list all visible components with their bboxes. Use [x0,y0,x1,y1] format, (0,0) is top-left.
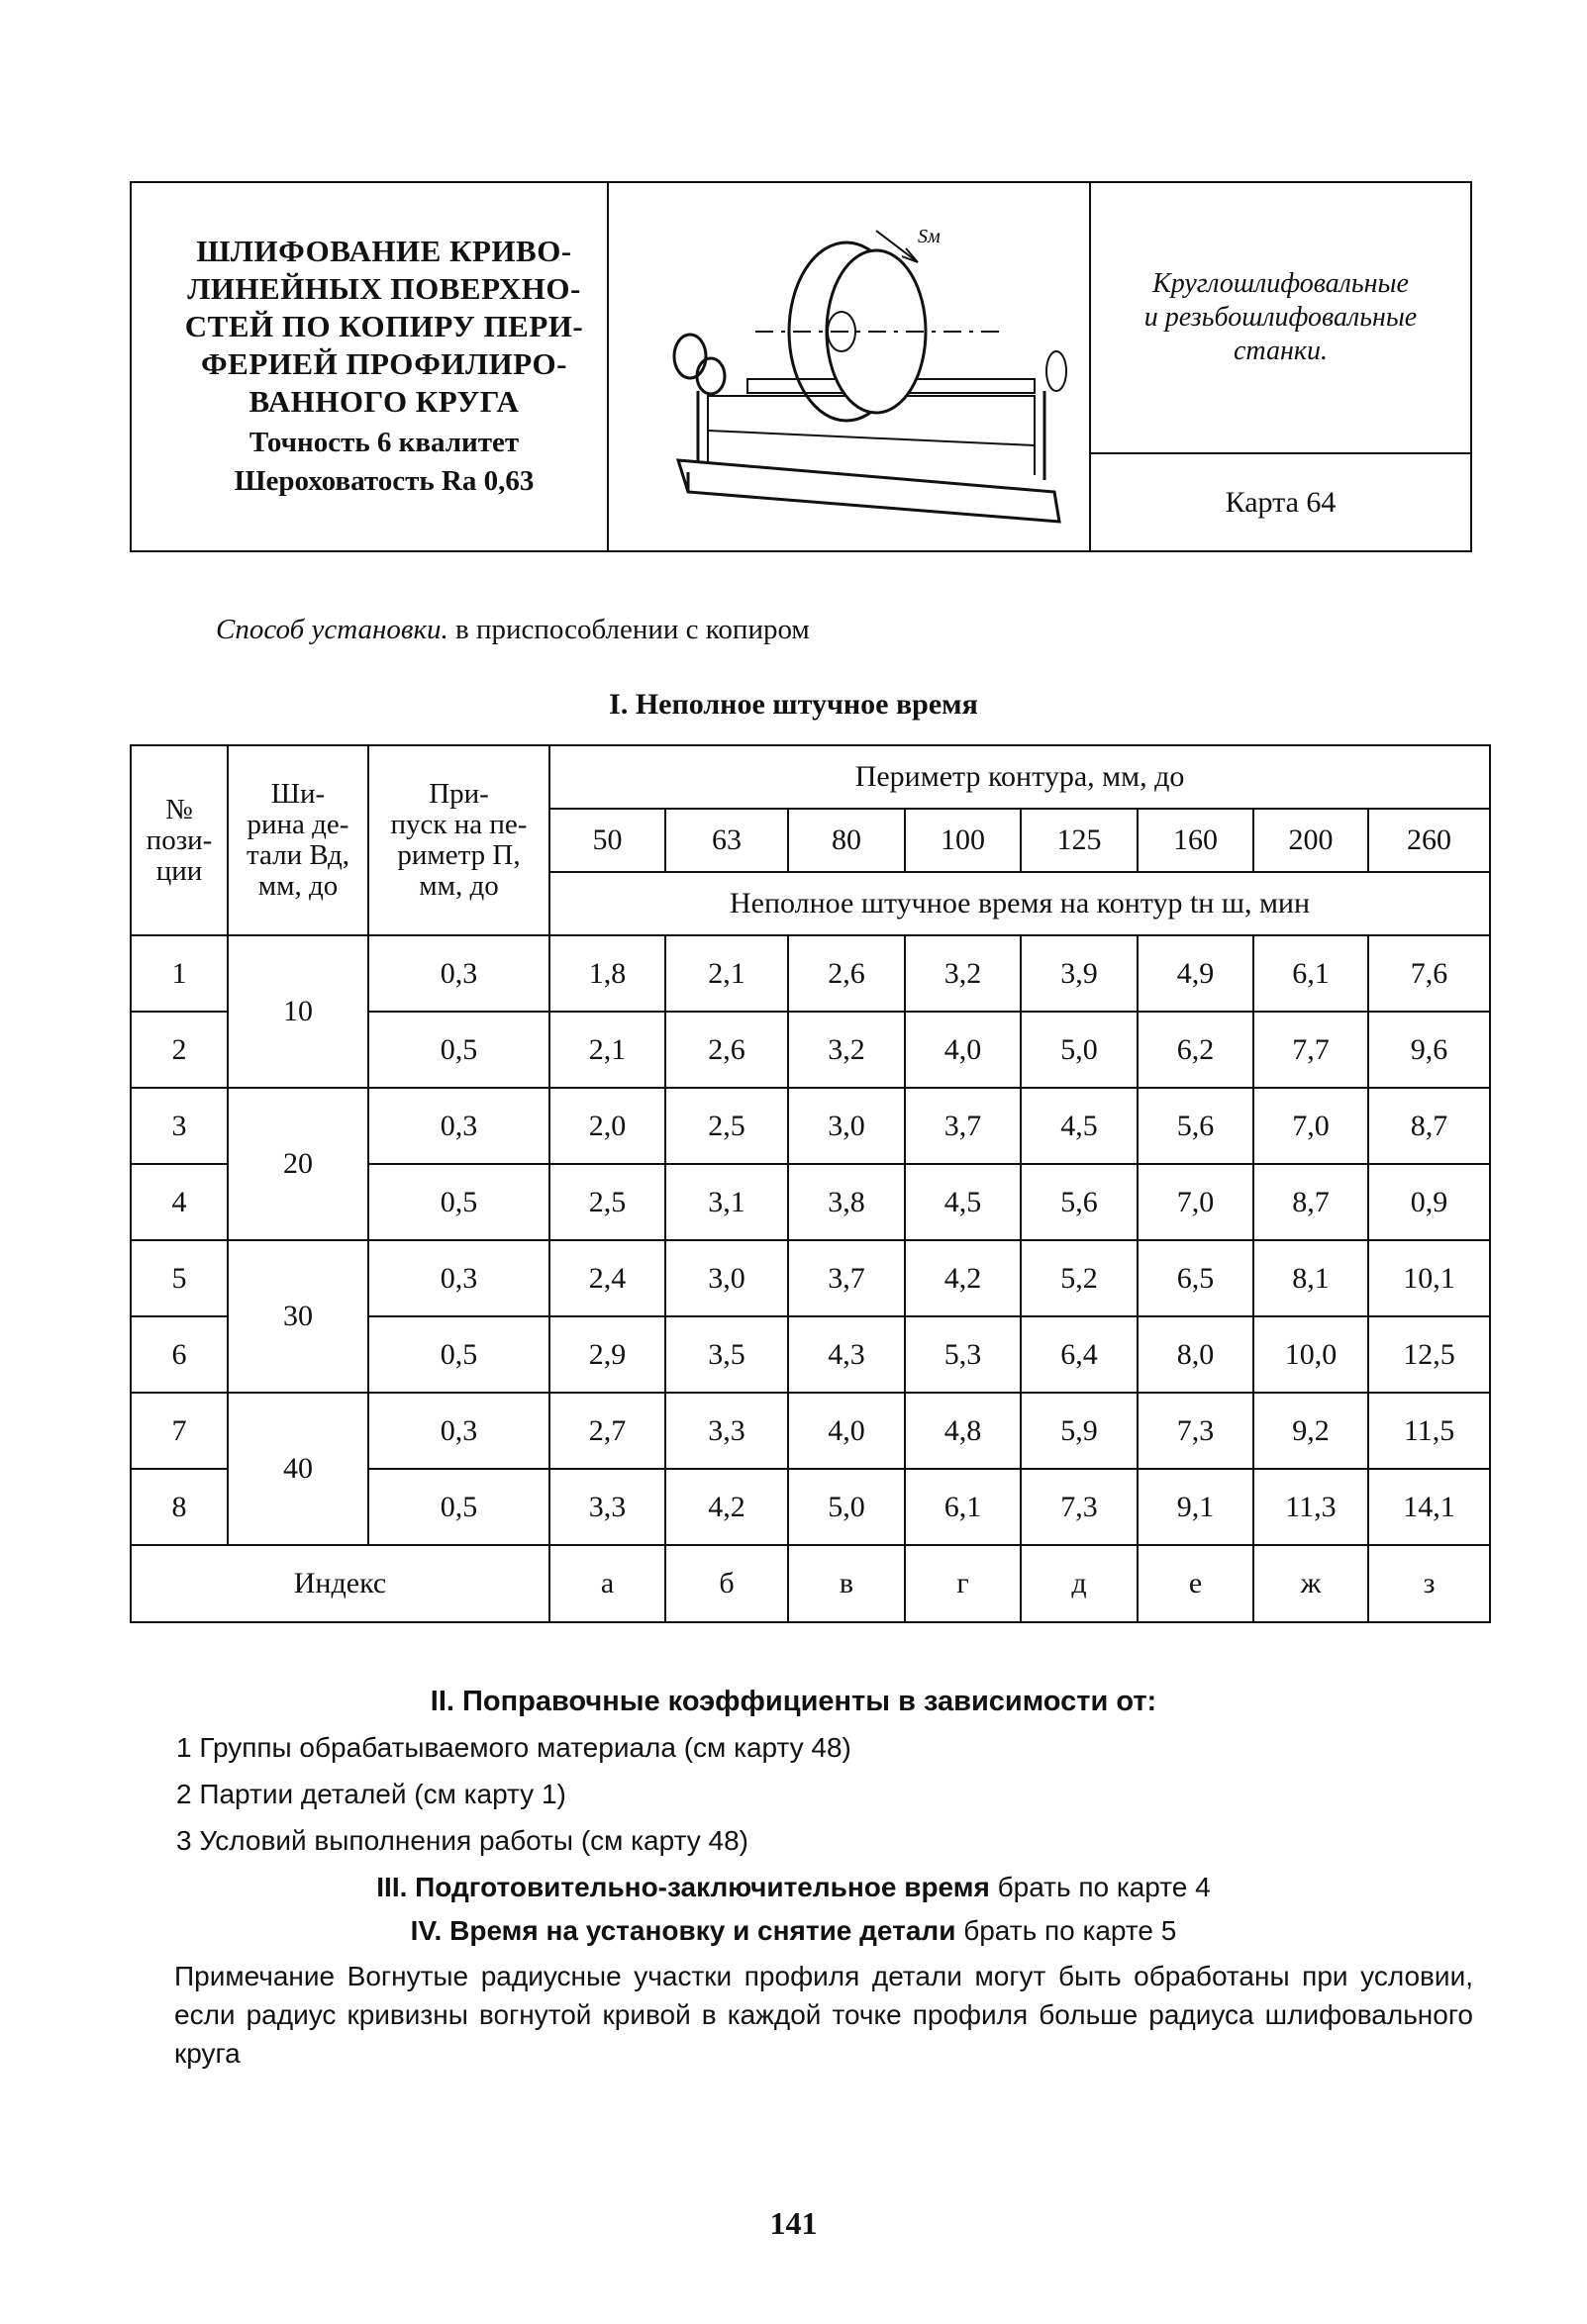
time-cell: 4,3 [788,1316,905,1393]
section-4 [0,1915,1587,1947]
width-cell: 40 [228,1393,368,1545]
time-cell: 8,1 [1253,1240,1368,1316]
header-line: риметр П, [397,839,521,871]
section-3 [0,1872,1587,1903]
time-cell: 2,9 [549,1316,665,1393]
coefficient-item: 2 Партии деталей (см карту 1) [176,1779,566,1809]
operation-title [171,233,597,421]
time-table [130,744,1491,1623]
perimeter-value: 200 [1253,809,1368,872]
feed-label: Sм [918,226,941,247]
position-cell: 6 [131,1316,228,1393]
time-cell: 4,5 [905,1164,1021,1240]
index-letter: б [665,1545,788,1622]
table-row [131,1240,1490,1316]
time-cell: 7,7 [1253,1012,1368,1088]
time-cell: 7,3 [1138,1393,1253,1469]
time-cell: 0,9 [1368,1164,1490,1240]
time-cell: 2,6 [788,935,905,1012]
time-cell: 1,8 [549,935,665,1012]
time-cell: 6,2 [1138,1012,1253,1088]
header-line: № [165,793,193,825]
time-cell: 7,3 [1021,1469,1138,1545]
width-cell: 20 [228,1088,368,1240]
time-cell: 4,0 [788,1393,905,1469]
time-cell: 2,1 [549,1012,665,1088]
time-cell: 4,0 [905,1012,1021,1088]
time-cell: 3,9 [1021,935,1138,1012]
width-cell: 10 [228,935,368,1088]
time-cell: 3,3 [549,1469,665,1545]
operation-title-cell [132,183,609,550]
machine-line: и резьбошлифовальные [1143,302,1418,333]
allowance-cell: 0,3 [368,1088,549,1164]
time-cell: 3,8 [788,1164,905,1240]
perimeter-value: 260 [1368,809,1490,872]
time-cell: 6,1 [905,1469,1021,1545]
time-cell: 5,6 [1021,1164,1138,1240]
perimeter-value: 100 [905,809,1021,872]
index-letter: в [788,1545,905,1622]
accuracy: Точность 6 квалитет [248,427,520,458]
time-cell: 6,5 [1138,1240,1253,1316]
header-line: мм, до [419,870,499,902]
time-cell: 8,0 [1138,1316,1253,1393]
time-cell: 3,1 [665,1164,788,1240]
grinding-machine-sketch [609,183,1089,550]
section-1-title: I. Неполное штучное время [609,688,978,721]
col-width-header [228,745,368,935]
time-cell: 3,3 [665,1393,788,1469]
time-cell: 2,1 [665,935,788,1012]
allowance-cell: 0,3 [368,1393,549,1469]
time-cell: 10,0 [1253,1316,1368,1393]
card-header [130,181,1472,552]
col-allowance-header [368,745,549,935]
header-line: рина де- [247,809,349,840]
time-cell: 8,7 [1368,1088,1490,1164]
section-3-text: брать по карте 4 [989,1872,1211,1902]
card-number: Карта 64 [1225,485,1337,519]
header-line: При- [429,778,489,810]
header-line: тали Вд, [246,839,350,871]
time-header: Неполное штучное время на контур tн ш, мин [549,872,1490,935]
time-cell: 8,7 [1253,1164,1368,1240]
header-line: Ши- [270,778,326,810]
index-letter: г [905,1545,1021,1622]
time-cell: 2,0 [549,1088,665,1164]
time-cell: 7,0 [1138,1164,1253,1240]
title-line: СТЕЙ ПО КОПИРУ ПЕРИ- [184,309,584,343]
time-cell: 5,2 [1021,1240,1138,1316]
time-cell: 3,0 [788,1088,905,1164]
installation-method [216,614,810,646]
position-cell: 8 [131,1469,228,1545]
time-cell: 4,9 [1138,935,1253,1012]
time-cell: 9,2 [1253,1393,1368,1469]
machine-line: станки. [1234,336,1328,366]
header-right-column [1091,183,1470,550]
time-cell: 3,0 [665,1240,788,1316]
time-cell: 4,5 [1021,1088,1138,1164]
index-letter: а [549,1545,665,1622]
machine-line: Круглошлифовальные [1152,268,1409,299]
roughness: Шероховатость Ra 0,63 [234,465,535,497]
position-cell: 1 [131,935,228,1012]
section-4-text: брать по карте 5 [955,1915,1177,1946]
position-cell: 5 [131,1240,228,1316]
perimeter-value: 63 [665,809,788,872]
section-2-title: II. Поправочные коэффициенты в зависимости от: [430,1686,1157,1717]
perimeter-value: 125 [1021,809,1138,872]
header-line: ции [155,854,203,887]
time-cell: 10,1 [1368,1240,1490,1316]
allowance-cell: 0,5 [368,1316,549,1393]
note: Примечание Вогнутые радиусные участки профиля детали могут быть обработаны при условии, если радиус кривизны вогнутой кривой в каждой точке профиля больше радиуса шлифовального круга [174,1961,1473,2069]
position-cell: 4 [131,1164,228,1240]
allowance-cell: 0,3 [368,1240,549,1316]
perimeter-header: Периметр контура, мм, до [549,745,1490,809]
method-value: в приспособлении с копиром [455,614,810,645]
time-cell: 3,2 [788,1012,905,1088]
allowance-cell: 0,5 [368,1469,549,1545]
time-cell: 2,4 [549,1240,665,1316]
index-letter: д [1021,1545,1138,1622]
width-cell: 30 [228,1240,368,1393]
time-cell: 3,5 [665,1316,788,1393]
time-cell: 2,6 [665,1012,788,1088]
section-3-title: III. Подготовительно-заключительное время [376,1872,990,1902]
header-line: пози- [146,823,213,856]
time-cell: 4,2 [665,1469,788,1545]
time-cell: 2,7 [549,1393,665,1469]
machine-sketch-cell [609,183,1091,550]
col-position-header [131,745,228,935]
time-cell: 5,3 [905,1316,1021,1393]
perimeter-value: 50 [549,809,665,872]
time-cell: 6,4 [1021,1316,1138,1393]
time-cell: 5,6 [1138,1088,1253,1164]
time-cell: 5,9 [1021,1393,1138,1469]
table-row [131,1088,1490,1164]
time-cell: 4,8 [905,1393,1021,1469]
time-cell: 9,1 [1138,1469,1253,1545]
time-cell: 6,1 [1253,935,1368,1012]
index-letter: е [1138,1545,1253,1622]
allowance-cell: 0,5 [368,1012,549,1088]
time-cell: 9,6 [1368,1012,1490,1088]
time-cell: 3,7 [788,1240,905,1316]
title-line: ШЛИФОВАНИЕ КРИВО- [196,234,572,268]
index-letter: з [1368,1545,1490,1622]
page-number: 141 [769,2205,818,2241]
time-cell: 14,1 [1368,1469,1490,1545]
allowance-cell: 0,5 [368,1164,549,1240]
time-cell: 7,0 [1253,1088,1368,1164]
time-cell: 5,0 [788,1469,905,1545]
position-cell: 3 [131,1088,228,1164]
index-label: Индекс [131,1545,549,1622]
time-cell: 11,5 [1368,1393,1490,1469]
time-cell: 4,2 [905,1240,1021,1316]
table-row [131,935,1490,1012]
time-cell: 12,5 [1368,1316,1490,1393]
machine-types [1091,183,1470,454]
index-letter: ж [1253,1545,1368,1622]
time-cell: 3,7 [905,1088,1021,1164]
perimeter-value: 80 [788,809,905,872]
time-cell: 11,3 [1253,1469,1368,1545]
method-label: Способ установки. [216,614,448,645]
time-cell: 5,0 [1021,1012,1138,1088]
time-cell: 2,5 [665,1088,788,1164]
title-line: ЛИНЕЙНЫХ ПОВЕРХНО- [187,271,581,306]
position-cell: 7 [131,1393,228,1469]
title-line: ФЕРИЕЙ ПРОФИЛИРО- [201,346,567,381]
title-line: ВАННОГО КРУГА [248,384,520,419]
perimeter-value: 160 [1138,809,1253,872]
section-4-title: IV. Время на установку и снятие детали [410,1915,956,1946]
time-cell: 7,6 [1368,935,1490,1012]
time-cell: 3,2 [905,935,1021,1012]
header-line: мм, до [257,870,339,902]
coefficient-item: 1 Группы обрабатываемого материала (см карту 48) [176,1732,851,1763]
allowance-cell: 0,3 [368,935,549,1012]
time-cell: 2,5 [549,1164,665,1240]
coefficient-item: 3 Условий выполнения работы (см карту 48) [176,1825,748,1856]
header-line: пуск на пе- [390,809,528,840]
table-row [131,1393,1490,1469]
position-cell: 2 [131,1012,228,1088]
